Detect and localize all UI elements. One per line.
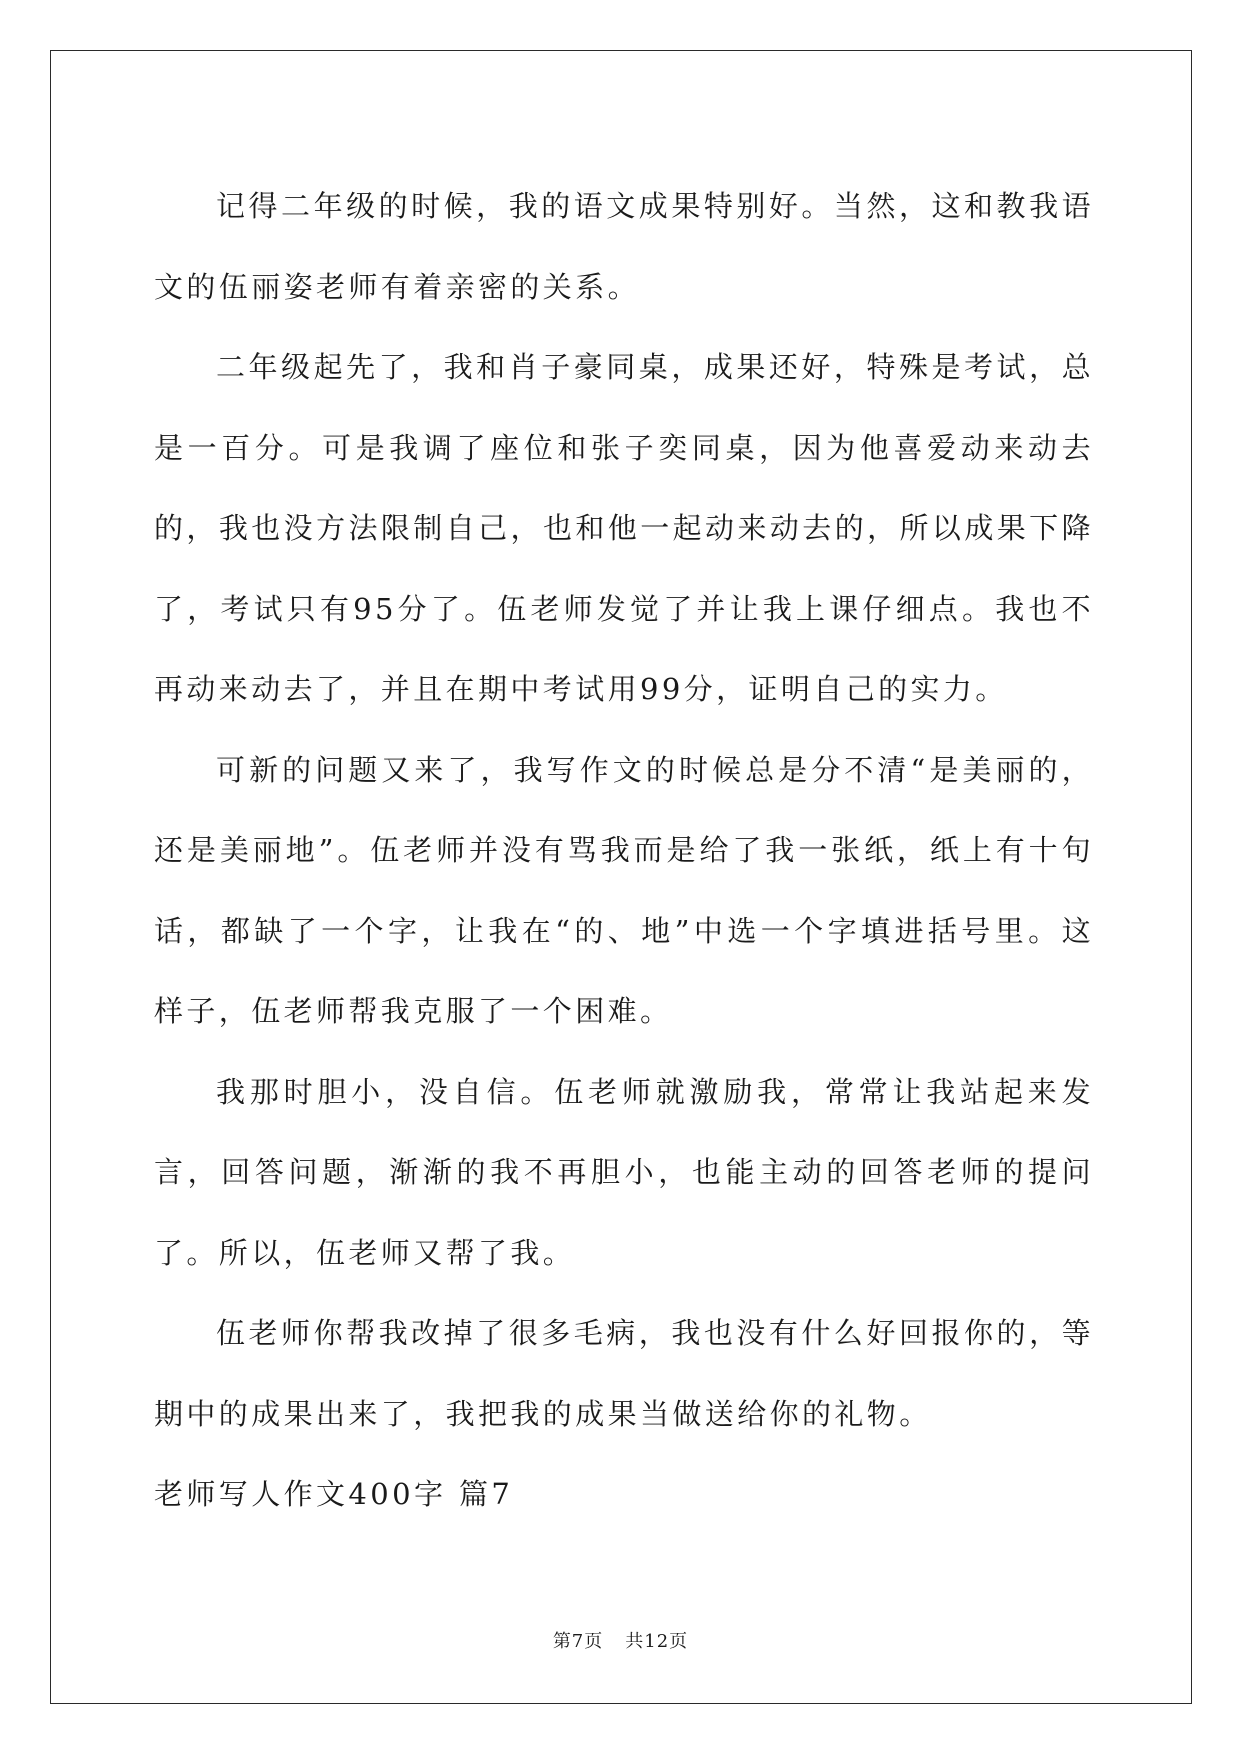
total-pages: 共12页 <box>625 1631 689 1652</box>
paragraph: 记得二年级的时候，我的语文成果特别好。当然，这和教我语文的伍丽姿老师有着亲密的关系。 <box>154 189 1094 304</box>
page-number: 第7页 <box>552 1631 604 1652</box>
document-body <box>154 166 1094 1535</box>
paragraph: 伍老师你帮我改掉了很多毛病，我也没有什么好回报你的，等期中的成果出来了，我把我的成果当做送给你的礼物。 <box>154 1316 1094 1431</box>
page-footer <box>0 1627 1241 1653</box>
paragraph: 我那时胆小，没自信。伍老师就激励我，常常让我站起来发言，回答问题，渐渐的我不再胆小，也能主动的回答老师的提问了。所以，伍老师又帮了我。 <box>154 1074 1094 1270</box>
paragraph: 二年级起先了，我和肖子豪同桌，成果还好，特殊是考试，总是一百分。可是我调了座位和张子奕同桌，因为他喜爱动来动去的，我也没方法限制自己，也和他一起动来动去的，所以成果下降了，考试只有95分了。伍老师发觉了并让我上课仔细点。我也不再动来动去了，并且在期中考试用99分，证明自己的实力。 <box>154 350 1094 706</box>
section-heading: 老师写人作文400字 篇7 <box>154 1477 514 1511</box>
paragraph: 可新的问题又来了，我写作文的时候总是分不清“是美丽的，还是美丽地”。伍老师并没有骂我而是给了我一张纸，纸上有十句话，都缺了一个字，让我在“的、地”中选一个字填进括号里。这样子，伍老师帮我克服了一个困难。 <box>154 752 1094 1028</box>
